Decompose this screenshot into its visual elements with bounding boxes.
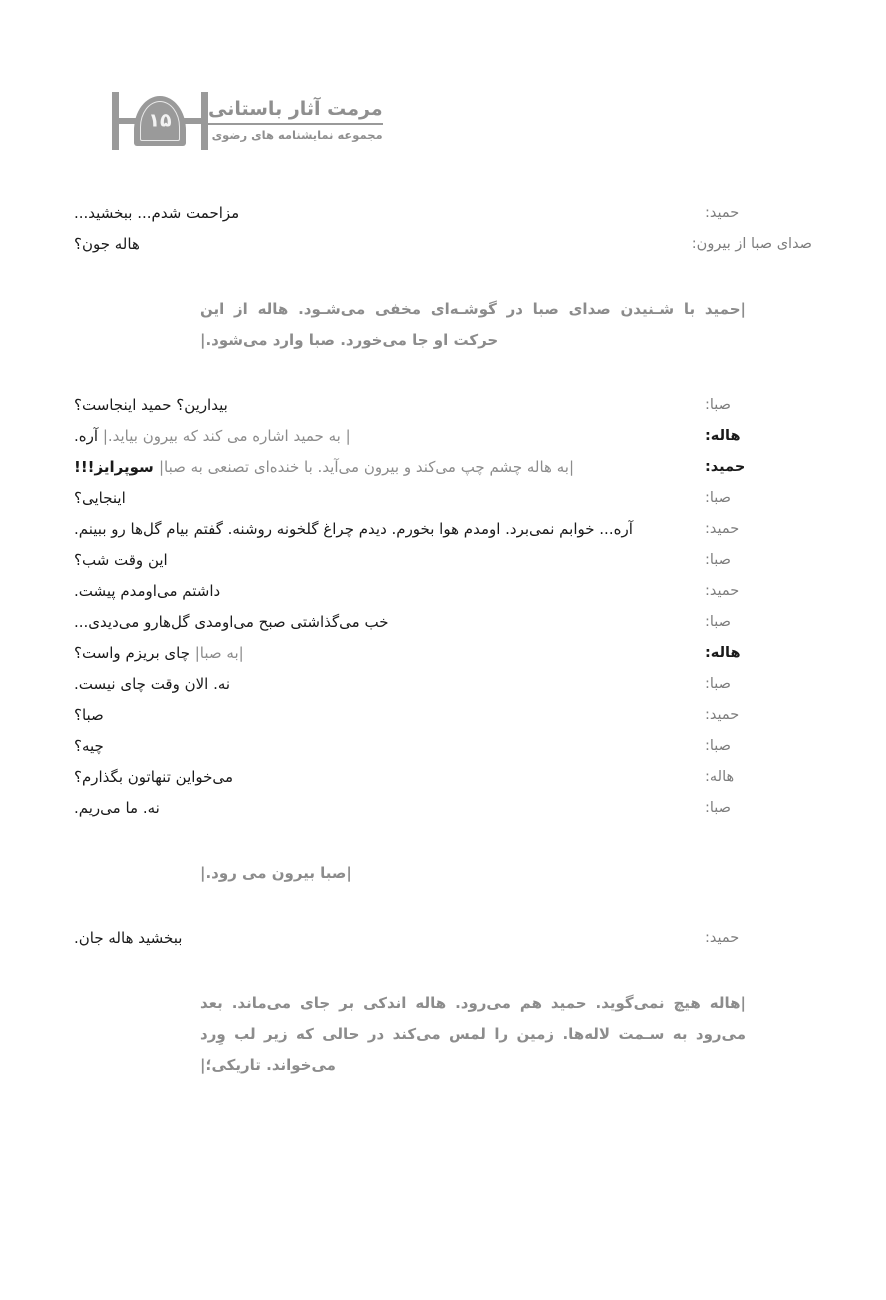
dialogue-text: خب می‌گذاشتی صبح می‌اومدی گل‌هارو می‌دیدی...: [74, 613, 389, 631]
header-logo: [112, 92, 208, 150]
dialogue-text: آره... خوابم نمی‌برد. اومدم هوا بخورم. دیدم چراغ گلخونه روشنه. گفتم بیام گل‌ها رو ببینم.: [74, 520, 633, 538]
speaker-label: صبا:: [705, 614, 731, 630]
stage-direction: |هاله هیچ نمی‌گوید. حمید هم می‌رود. هاله اندکی بر جای می‌ماند. بعد می‌رود به سـمت لاله‌ها. زمین را لمس می‌کند در حالی که زیر لب وِرد می‌خواند. تاریکی؛|: [200, 994, 746, 1074]
dialogue-line: [74, 669, 812, 699]
dialogue-line: [74, 483, 812, 513]
speaker-label: حمید:: [705, 521, 740, 537]
dialogue-text-part: چای بریزم واست؟: [74, 644, 195, 662]
dialogue-line: [74, 229, 812, 259]
dialogue-text: [74, 452, 696, 482]
inline-stage-direction: |به صبا|: [194, 644, 244, 662]
dialogue-line: [74, 638, 812, 668]
dialogue-line: [74, 700, 812, 730]
series-title: مجموعه نمایشنامه های رضوی: [208, 123, 383, 144]
speaker-label: هاله:: [705, 428, 741, 444]
dialogue-line: [74, 390, 812, 420]
speaker-label: صبا:: [705, 800, 731, 816]
dialogue-line: [74, 421, 812, 451]
page-running-header: [112, 92, 395, 150]
dialogue-text: اینجایی؟: [74, 489, 126, 507]
dialogue-text: چیه؟: [74, 737, 104, 755]
dialogue-line: [74, 731, 812, 761]
dialogue-text: بیدارین؟ حمید اینجاست؟: [74, 396, 228, 414]
speaker-label: هاله:: [705, 769, 735, 785]
dialogue-text-part: آره.: [74, 427, 103, 445]
speaker-label: صدای صبا از بیرون:: [691, 236, 812, 252]
dialogue-line: [74, 607, 812, 637]
speaker-label: صبا:: [705, 552, 731, 568]
dialogue-line: [74, 762, 812, 792]
dialogue-text: می‌خواین تنهاتون بگذارم؟: [74, 768, 233, 786]
speaker-label: صبا:: [705, 676, 731, 692]
spacer: [74, 954, 812, 988]
speaker-label: حمید:: [705, 205, 740, 221]
dialogue-text: ببخشید هاله جان.: [74, 929, 183, 947]
stage-direction: |حمید با شـنیدن صدای صبا در گوشـه‌ای مخفی می‌شـود. هاله از این حرکت او جا می‌خورد. صبا وارد می‌شود.|: [200, 300, 746, 349]
dialogue-line: [74, 452, 812, 482]
dialogue-text: نه. الان وقت چای نیست.: [74, 675, 231, 693]
page-number: ۱۵: [148, 109, 172, 132]
speaker-label: صبا:: [705, 490, 731, 506]
dialogue-line: [74, 793, 812, 823]
speaker-label: حمید:: [705, 459, 746, 475]
inline-stage-direction: | به حمید اشاره می کند که بیرون بیاید.|: [102, 427, 351, 445]
speaker-label: هاله:: [705, 645, 741, 661]
dialogue-line: [74, 198, 812, 228]
dialogue-text: [74, 421, 696, 451]
dialogue-text: هاله جون؟: [74, 235, 140, 253]
speaker-label: حمید:: [705, 707, 740, 723]
header-title-group: [208, 92, 395, 150]
spacer: [74, 1081, 812, 1115]
dialogue-line: [74, 576, 812, 606]
dialogue-text: این وقت شب؟: [74, 551, 168, 569]
dialogue-text: [74, 638, 696, 668]
speaker-label: صبا:: [705, 738, 731, 754]
dialogue-line: [74, 514, 812, 544]
speaker-label: حمید:: [705, 583, 740, 599]
dialogue-text: داشتم می‌اومدم پیشت.: [74, 582, 221, 600]
emphasized-text: سوپرایز!!!: [74, 458, 159, 476]
logo-mihrab-shape: [134, 96, 186, 146]
dialogue-line: [74, 545, 812, 575]
spacer: [74, 356, 812, 390]
speaker-label: صبا:: [705, 397, 731, 413]
stage-direction: |صبا بیرون می رود.|: [200, 864, 352, 882]
dialogue-text: مزاحمت شدم... ببخشید...: [74, 204, 240, 222]
dialogue-text: صبا؟: [74, 706, 104, 724]
speaker-label: حمید:: [705, 930, 740, 946]
dialogue-text: نه. ما می‌ریم.: [74, 799, 160, 817]
inline-stage-direction: |به هاله چشم چپ می‌کند و بیرون می‌آید. با خنده‌ای تصنعی به صبا|: [158, 458, 575, 476]
dialogue-line: [74, 923, 812, 953]
spacer: [74, 260, 812, 294]
spacer: [74, 824, 812, 858]
script-body: [74, 198, 812, 1115]
book-title: مرمت آثار باستانی: [208, 97, 383, 120]
spacer: [74, 889, 812, 923]
